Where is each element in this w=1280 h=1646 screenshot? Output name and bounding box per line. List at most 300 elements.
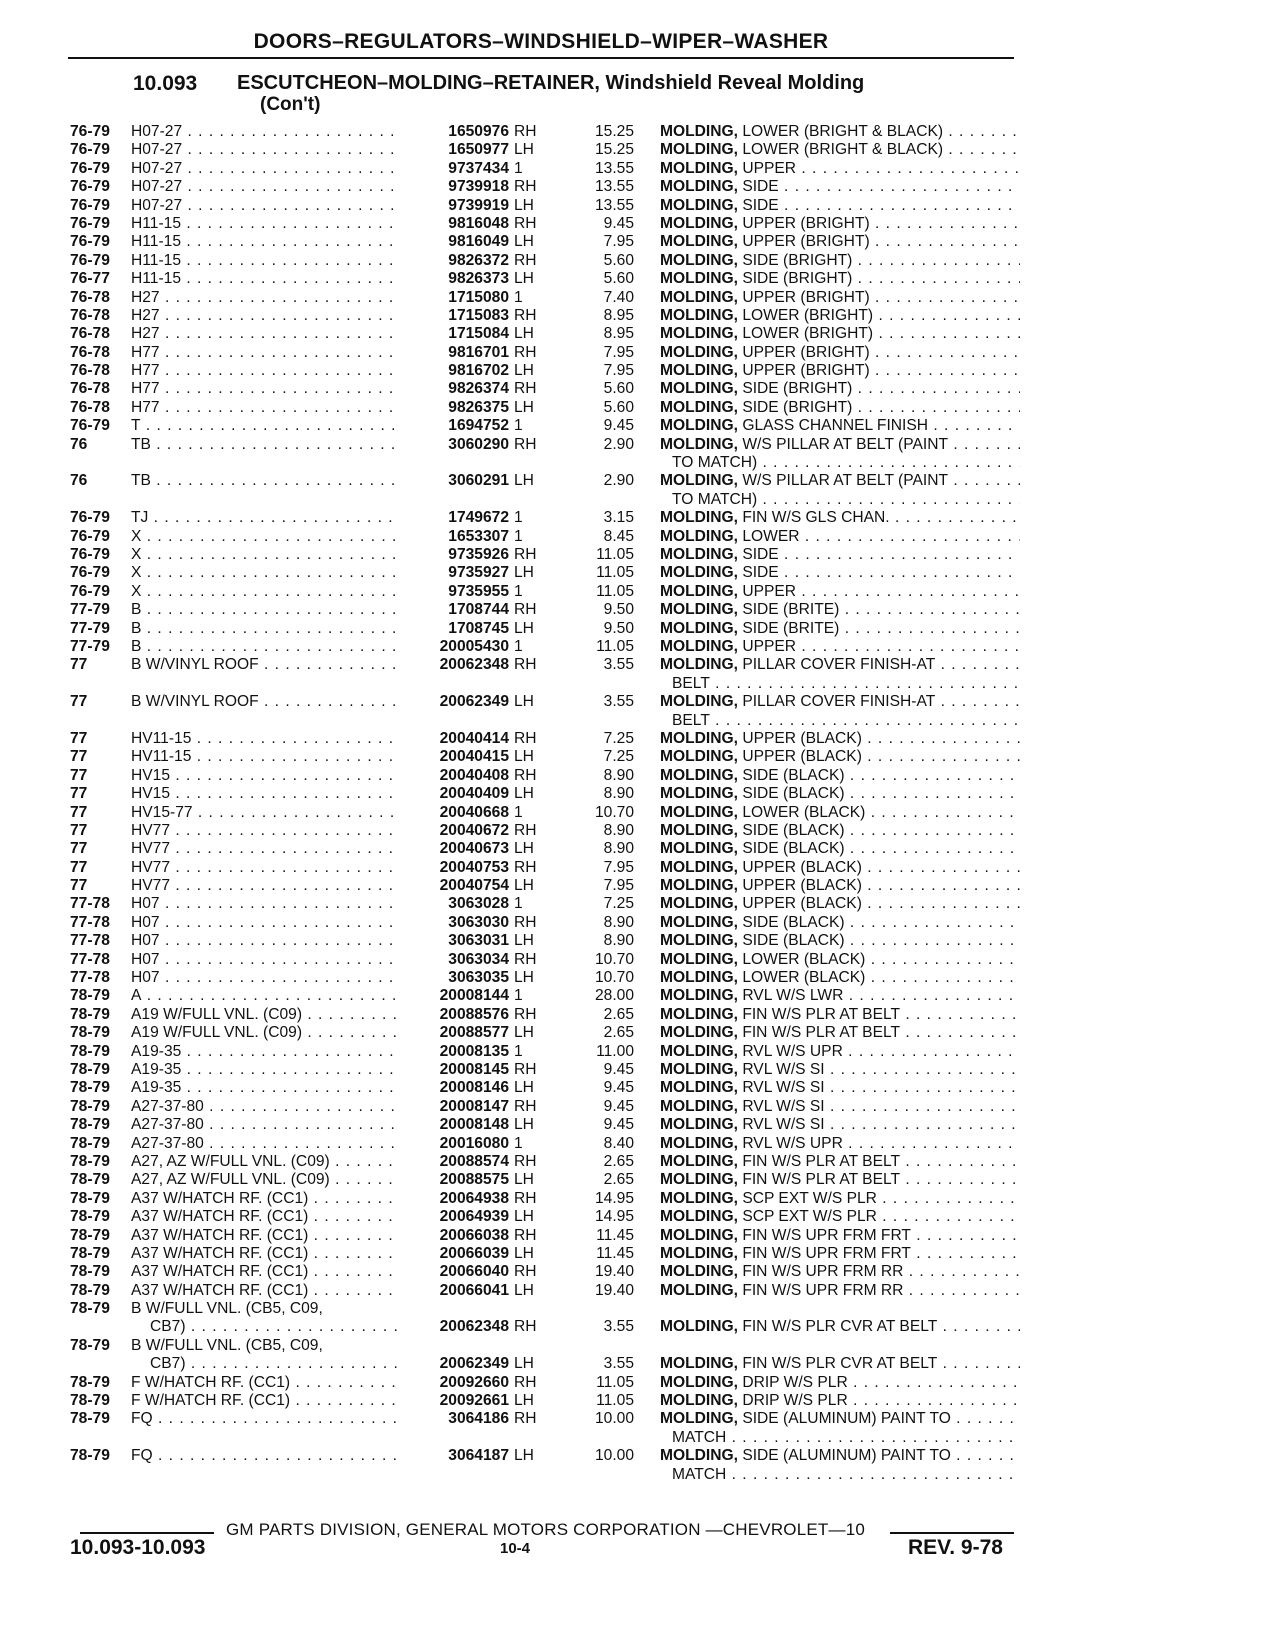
part-description	[660, 656, 1020, 674]
part-name: MOLDING,	[660, 472, 738, 490]
section-title: ESCUTCHEON–MOLDING–RETAINER, Windshield Reveal Molding	[237, 72, 865, 94]
list-price: 8.95	[603, 306, 634, 324]
side-qty: RH	[514, 729, 537, 747]
part-description	[660, 252, 1020, 270]
part-number: 20062349	[400, 693, 509, 711]
part-description	[660, 417, 1020, 435]
part-detail: UPPER	[742, 637, 797, 655]
part-name: MOLDING,	[660, 729, 738, 747]
part-description	[660, 730, 1020, 748]
part-description	[660, 564, 1020, 582]
part-detail: SIDE	[742, 546, 779, 564]
part-detail: UPPER (BLACK)	[742, 858, 862, 876]
part-detail: SIDE (ALUMINUM) PAINT TO	[742, 1410, 951, 1428]
part-name: MOLDING,	[660, 306, 738, 324]
side-qty: LH	[514, 1079, 534, 1097]
part-number: 20040414	[400, 730, 509, 748]
model-code-text: F W/HATCH RF. (CC1)	[131, 1373, 291, 1391]
list-price: 7.95	[603, 858, 634, 876]
part-detail: RVL W/S SI	[742, 1079, 825, 1097]
part-number: 3060291	[400, 472, 509, 490]
part-description	[660, 1208, 1020, 1226]
model-year: 78-79	[70, 1410, 110, 1428]
part-description	[660, 1392, 1020, 1410]
part-detail: FIN W/S UPR FRM RR	[742, 1263, 904, 1281]
part-name: MOLDING,	[660, 1134, 738, 1152]
part-description	[660, 380, 1020, 398]
part-number: 20008148	[400, 1116, 509, 1134]
side-qty: LH	[514, 1447, 534, 1465]
part-name: MOLDING,	[660, 159, 738, 177]
model-code-text: HV11-15	[131, 748, 192, 766]
parts-row	[0, 399, 1280, 417]
model-code	[131, 877, 416, 895]
side-qty: LH	[514, 840, 534, 858]
model-year: 78-79	[70, 1373, 110, 1391]
part-detail: LOWER (BLACK)	[742, 803, 866, 821]
parts-row	[0, 656, 1280, 693]
side-qty: 1	[514, 527, 523, 545]
side-qty: LH	[514, 362, 534, 380]
list-price: 28.00	[594, 987, 634, 1005]
model-code-text: A27, AZ W/FULL VNL. (C09)	[131, 1152, 330, 1170]
side-qty: RH	[514, 1060, 537, 1078]
model-year: 76-79	[70, 546, 110, 564]
part-name: MOLDING,	[660, 564, 738, 582]
part-number: 9735955	[400, 583, 509, 601]
part-description	[660, 1447, 1020, 1465]
part-number: 1650976	[400, 123, 509, 141]
part-name: MOLDING,	[660, 325, 738, 343]
model-year: 77	[70, 821, 88, 839]
part-detail: SIDE (BLACK)	[742, 840, 845, 858]
part-name: MOLDING,	[660, 546, 738, 564]
part-description	[660, 859, 1020, 877]
model-code-text: HV77	[131, 821, 171, 839]
part-name: MOLDING,	[660, 251, 738, 269]
model-code-text: A37 W/HATCH RF. (CC1)	[131, 1244, 309, 1262]
part-name: MOLDING,	[660, 1263, 738, 1281]
model-code	[131, 1006, 416, 1024]
model-year: 78-79	[70, 1336, 110, 1354]
side-qty: RH	[514, 1189, 537, 1207]
part-description	[660, 197, 1020, 215]
parts-row	[0, 160, 1280, 178]
part-name: MOLDING,	[660, 656, 738, 674]
list-price: 13.55	[594, 159, 634, 177]
part-name: MOLDING,	[660, 693, 738, 711]
side-qty: 1	[514, 288, 523, 306]
list-price: 10.70	[594, 969, 634, 987]
model-year: 78-79	[70, 1116, 110, 1134]
side-qty: LH	[514, 270, 534, 288]
parts-row	[0, 1245, 1280, 1263]
list-price: 10.00	[594, 1447, 634, 1465]
model-year: 76-78	[70, 343, 110, 361]
section-subtitle: (Con't)	[260, 94, 321, 115]
part-description	[660, 307, 1020, 325]
model-code-text: FQ	[131, 1447, 153, 1465]
part-name: MOLDING,	[660, 1042, 738, 1060]
parts-row	[0, 564, 1280, 582]
list-price: 11.05	[596, 1392, 634, 1410]
model-code-text: A37 W/HATCH RF. (CC1)	[131, 1281, 309, 1299]
side-qty: RH	[514, 1318, 537, 1336]
list-price: 7.25	[603, 895, 634, 913]
part-name: MOLDING,	[660, 932, 738, 950]
model-year: 78-79	[70, 1005, 110, 1023]
part-name: MOLDING,	[660, 509, 738, 527]
side-qty: LH	[514, 141, 534, 159]
model-code-text: A19-35	[131, 1060, 182, 1078]
model-code	[131, 1447, 416, 1465]
part-name: MOLDING,	[660, 1281, 738, 1299]
model-code	[131, 1079, 416, 1097]
list-price: 8.90	[603, 821, 634, 839]
part-description	[660, 1024, 1020, 1042]
list-price: 10.70	[594, 950, 634, 968]
list-price: 5.60	[603, 380, 634, 398]
part-description	[660, 601, 1020, 619]
part-number: 20008135	[400, 1043, 509, 1061]
part-number: 20008146	[400, 1079, 509, 1097]
model-code-text: A19-35	[131, 1079, 182, 1097]
side-qty: LH	[514, 1355, 534, 1373]
part-detail: SIDE	[742, 564, 779, 582]
model-code-text: T	[131, 417, 141, 435]
model-year: 76-79	[70, 582, 110, 600]
part-number: 9826372	[400, 252, 509, 270]
part-description-continued: MATCH . . .	[672, 1466, 1020, 1484]
model-code	[131, 1245, 416, 1263]
list-price: 7.25	[603, 729, 634, 747]
part-detail: SIDE (BRIGHT)	[742, 380, 853, 398]
model-code-text: A37 W/HATCH RF. (CC1)	[131, 1208, 309, 1226]
part-description	[660, 932, 1020, 950]
part-detail: UPPER (BRIGHT)	[742, 362, 870, 380]
part-detail: DRIP W/S PLR	[742, 1373, 848, 1391]
list-price: 19.40	[594, 1263, 634, 1281]
part-description	[660, 289, 1020, 307]
model-code	[131, 399, 416, 417]
parts-row	[0, 877, 1280, 895]
model-code	[131, 693, 416, 711]
part-description-continued: TO MATCH) . . .	[672, 491, 1020, 509]
part-name: MOLDING,	[660, 362, 738, 380]
model-code	[131, 1153, 416, 1171]
model-year: 78-79	[70, 1244, 110, 1262]
part-detail: GLASS CHANNEL FINISH	[742, 417, 929, 435]
parts-row	[0, 1006, 1280, 1024]
part-number: 20005430	[400, 638, 509, 656]
model-year: 76-78	[70, 398, 110, 416]
list-price: 9.45	[603, 1079, 634, 1097]
model-code-text: H07	[131, 932, 160, 950]
model-code-text: B	[131, 601, 142, 619]
part-detail: SCP EXT W/S PLR	[742, 1189, 877, 1207]
part-name: MOLDING,	[660, 178, 738, 196]
part-description	[660, 1318, 1020, 1336]
list-price: 5.60	[603, 251, 634, 269]
part-description	[660, 987, 1020, 1005]
model-code	[131, 601, 416, 619]
part-detail: LOWER (BRIGHT)	[742, 325, 874, 343]
revision-date: REV. 9-78	[908, 1536, 1003, 1559]
part-description	[660, 785, 1020, 803]
part-name: MOLDING,	[660, 1447, 738, 1465]
part-name: MOLDING,	[660, 1171, 738, 1189]
part-detail: FIN W/S UPR FRM FRT	[742, 1226, 911, 1244]
list-price: 8.90	[603, 785, 634, 803]
model-year: 77-79	[70, 619, 110, 637]
model-code	[131, 289, 416, 307]
part-description	[660, 583, 1020, 601]
part-detail: FIN W/S PLR AT BELT	[742, 1171, 901, 1189]
part-detail: LOWER (BRIGHT & BLACK)	[742, 141, 944, 159]
parts-row	[0, 1116, 1280, 1134]
side-qty: LH	[514, 325, 534, 343]
model-code	[131, 252, 416, 270]
part-number: 20016080	[400, 1135, 509, 1153]
model-year: 78-79	[70, 1281, 110, 1299]
model-year: 77	[70, 656, 88, 674]
model-year: 76-79	[70, 123, 110, 140]
model-code	[131, 178, 416, 196]
list-price: 3.55	[603, 693, 634, 711]
model-code	[131, 123, 416, 141]
part-detail: FIN W/S GLS CHAN.	[742, 509, 890, 527]
list-price: 11.05	[596, 1373, 634, 1391]
part-name: MOLDING,	[660, 233, 738, 251]
model-year: 78-79	[70, 1171, 110, 1189]
model-code	[131, 325, 416, 343]
part-name: MOLDING,	[660, 803, 738, 821]
model-code	[131, 270, 416, 288]
part-name: MOLDING,	[660, 913, 738, 931]
part-number: 3063035	[400, 969, 509, 987]
part-number: 9735927	[400, 564, 509, 582]
side-qty: LH	[514, 472, 534, 490]
model-year: 78-79	[70, 1447, 110, 1465]
side-qty: RH	[514, 950, 537, 968]
part-detail: RVL W/S SI	[742, 1060, 825, 1078]
part-description	[660, 840, 1020, 858]
part-name: MOLDING,	[660, 343, 738, 361]
model-code	[131, 859, 416, 877]
part-number: 20092661	[400, 1392, 509, 1410]
model-code-text: A19 W/FULL VNL. (C09)	[131, 1024, 303, 1042]
part-name: MOLDING,	[660, 398, 738, 416]
parts-row	[0, 252, 1280, 270]
side-qty: LH	[514, 969, 534, 987]
part-name: MOLDING,	[660, 435, 738, 453]
part-number: 20040673	[400, 840, 509, 858]
parts-row	[0, 233, 1280, 251]
side-qty: RH	[514, 601, 537, 619]
part-name: MOLDING,	[660, 582, 738, 600]
model-code	[131, 362, 416, 380]
side-qty: 1	[514, 582, 523, 600]
part-description	[660, 638, 1020, 656]
list-price: 5.60	[603, 398, 634, 416]
model-year: 78-79	[70, 987, 110, 1005]
part-number: 20088576	[400, 1006, 509, 1024]
model-code	[131, 1135, 416, 1153]
part-description	[660, 748, 1020, 766]
part-description	[660, 215, 1020, 233]
model-code-text: H77	[131, 398, 160, 416]
part-name: MOLDING,	[660, 1373, 738, 1391]
model-code-text: H11-15	[131, 233, 181, 251]
side-qty: RH	[514, 1152, 537, 1170]
parts-row	[0, 583, 1280, 601]
part-detail: FIN W/S PLR AT BELT	[742, 1005, 901, 1023]
part-number: 3063030	[400, 914, 509, 932]
part-number: 20066040	[400, 1263, 509, 1281]
part-detail: LOWER	[742, 527, 800, 545]
part-detail: SCP EXT W/S PLR	[742, 1208, 877, 1226]
parts-row	[0, 748, 1280, 766]
part-description-continued: BELT . . .	[672, 675, 1020, 693]
model-code	[131, 914, 416, 932]
part-description	[660, 141, 1020, 159]
part-detail: SIDE (BRIGHT)	[742, 251, 853, 269]
part-name: MOLDING,	[660, 417, 738, 435]
parts-row	[0, 1190, 1280, 1208]
model-code-text: A37 W/HATCH RF. (CC1)	[131, 1226, 309, 1244]
part-description	[660, 399, 1020, 417]
part-detail: SIDE (ALUMINUM) PAINT TO	[742, 1447, 951, 1465]
model-code-text: A27-37-80	[131, 1097, 204, 1115]
model-code: B W/FULL VNL. (CB5, C09,	[131, 1336, 323, 1354]
part-number: 3063028	[400, 895, 509, 913]
side-qty: RH	[514, 546, 537, 564]
side-qty: 1	[514, 1134, 523, 1152]
part-number: 1715083	[400, 307, 509, 325]
running-head: DOORS–REGULATORS–WINDSHIELD–WIPER–WASHER	[253, 30, 829, 53]
part-detail: SIDE (BRITE)	[742, 601, 840, 619]
model-year: 76	[70, 472, 88, 490]
model-year: 78-79	[70, 1392, 110, 1410]
part-name: MOLDING,	[660, 601, 738, 619]
list-price: 2.65	[603, 1152, 634, 1170]
part-detail: UPPER (BLACK)	[742, 748, 862, 766]
side-qty: RH	[514, 435, 537, 453]
parts-row	[0, 620, 1280, 638]
part-number: 9816701	[400, 344, 509, 362]
model-code-text: H07	[131, 895, 160, 913]
model-code-text: H07-27	[131, 178, 183, 196]
side-qty: RH	[514, 1373, 537, 1391]
parts-row	[0, 1337, 1280, 1355]
model-code	[131, 822, 416, 840]
side-qty: LH	[514, 1392, 534, 1410]
model-code-text: H07-27	[131, 196, 183, 214]
part-detail: SIDE (BLACK)	[742, 913, 845, 931]
model-code	[131, 1061, 416, 1079]
list-price: 3.15	[603, 509, 634, 527]
part-name: MOLDING,	[660, 637, 738, 655]
part-description-continued: MATCH . . .	[672, 1429, 1020, 1447]
list-price: 19.40	[594, 1281, 634, 1299]
part-number: 1715084	[400, 325, 509, 343]
list-price: 11.05	[596, 582, 634, 600]
part-name: MOLDING,	[660, 1226, 738, 1244]
model-year: 78-79	[70, 1263, 110, 1281]
part-description	[660, 877, 1020, 895]
part-detail: RVL W/S UPR	[742, 1042, 843, 1060]
list-price: 13.55	[594, 196, 634, 214]
model-code	[131, 895, 416, 913]
side-qty: RH	[514, 1263, 537, 1281]
part-number: 20062348	[400, 656, 509, 674]
part-number: 3064187	[400, 1447, 509, 1465]
model-code-text: H07-27	[131, 159, 183, 177]
model-year: 78-79	[70, 1189, 110, 1207]
part-name: MOLDING,	[660, 821, 738, 839]
parts-row	[0, 1043, 1280, 1061]
list-price: 7.25	[603, 748, 634, 766]
model-year: 76-79	[70, 196, 110, 214]
part-description	[660, 1410, 1020, 1428]
part-number: 20092660	[400, 1374, 509, 1392]
model-code-text: X	[131, 564, 142, 582]
model-code	[131, 730, 416, 748]
side-qty: RH	[514, 1410, 537, 1428]
model-code-text: B	[131, 637, 142, 655]
part-detail: LOWER (BLACK)	[742, 969, 866, 987]
parts-row	[0, 895, 1280, 913]
part-number: 20040408	[400, 767, 509, 785]
list-price: 8.90	[603, 766, 634, 784]
list-price: 2.65	[603, 1024, 634, 1042]
part-description	[660, 1263, 1020, 1281]
part-detail: SIDE (BRIGHT)	[742, 270, 853, 288]
model-code-text: B	[131, 619, 142, 637]
part-number: 3064186	[400, 1410, 509, 1428]
list-price: 14.95	[594, 1189, 634, 1207]
parts-row	[0, 914, 1280, 932]
model-code	[131, 840, 416, 858]
model-year: 76-78	[70, 325, 110, 343]
model-code	[131, 767, 416, 785]
part-description	[660, 1135, 1020, 1153]
model-year: 77-78	[70, 932, 110, 950]
part-number: 9816049	[400, 233, 509, 251]
side-qty: LH	[514, 1281, 534, 1299]
part-detail: UPPER (BLACK)	[742, 895, 862, 913]
model-code-text: F W/HATCH RF. (CC1)	[131, 1392, 291, 1410]
model-code-text: H07	[131, 950, 160, 968]
model-year: 77	[70, 877, 88, 895]
part-detail: PILLAR COVER FINISH-AT	[742, 693, 936, 711]
part-number: 3063034	[400, 951, 509, 969]
model-year: 76-79	[70, 214, 110, 232]
model-code	[131, 951, 416, 969]
model-code-text: HV15-77	[131, 803, 193, 821]
part-name: MOLDING,	[660, 619, 738, 637]
part-description	[660, 472, 1020, 490]
parts-row	[0, 215, 1280, 233]
side-qty: 1	[514, 895, 523, 913]
list-price: 2.90	[603, 435, 634, 453]
model-code	[131, 546, 416, 564]
part-number: 20066038	[400, 1227, 509, 1245]
part-detail: SIDE (BRIGHT)	[742, 398, 853, 416]
part-name: MOLDING,	[660, 748, 738, 766]
model-code-text: CB7)	[150, 1355, 186, 1373]
parts-row	[0, 987, 1280, 1005]
